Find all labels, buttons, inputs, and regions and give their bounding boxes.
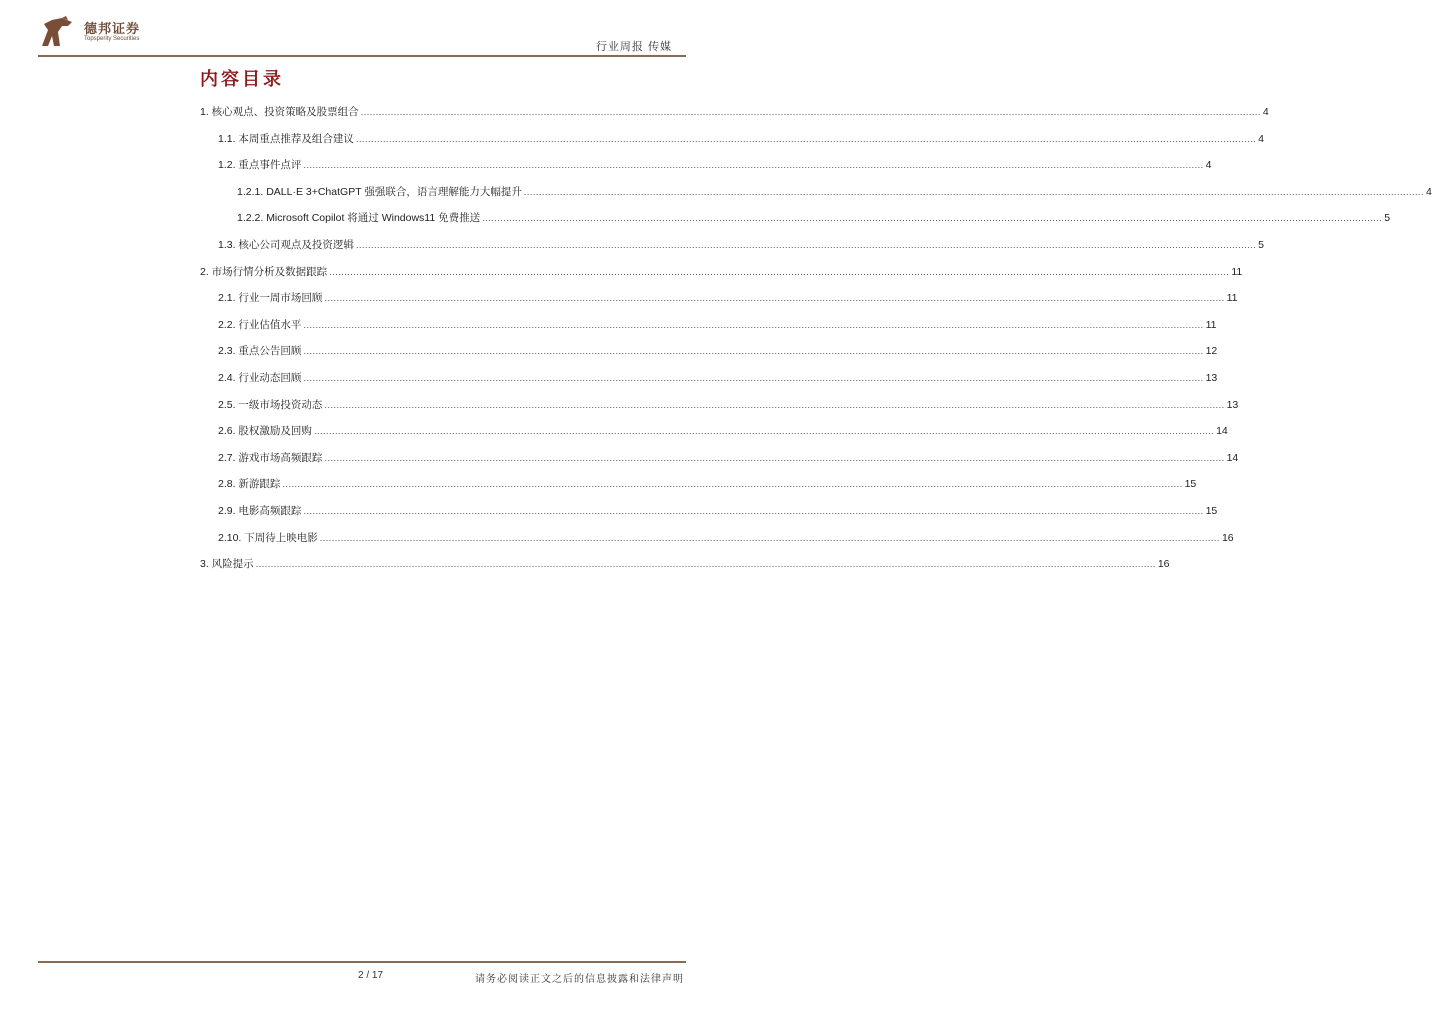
toc-dot-leader: ............................................................................................................................................................................................................................................................................................................ [324,293,1225,304]
toc-page-number: 4 [1426,185,1432,198]
toc-dot-leader: ............................................................................................................................................................................................................................................................................................................ [303,160,1204,171]
toc-entry-text: 2.5. 一级市场投资动态 [218,398,323,411]
toc-entry-text: 1.1. 本周重点推荐及组合建议 [218,132,354,145]
toc-page-number: 16 [1221,531,1234,544]
footer-divider [38,961,686,963]
toc-entry-text: 1.3. 核心公司观点及投资逻辑 [218,238,354,251]
header-divider [38,55,686,57]
toc-page-number: 5 [1258,238,1264,251]
legal-disclaimer: 请务必阅读正文之后的信息披露和法律声明 [475,974,684,985]
toc-entry-text: 1.2. 重点事件点评 [218,159,302,172]
toc-page-number: 13 [1226,398,1239,411]
toc-page-number: 14 [1216,425,1228,438]
toc-page-number: 5 [1384,212,1391,225]
toc-entry[interactable] [200,343,1218,370]
toc-entry[interactable] [200,210,1391,237]
toc-entry-text: 1.2.1. DALL·E 3+ChatGPT 强强联合，语言理解能力大幅提升 [237,185,522,198]
toc-entry[interactable] [200,530,1234,557]
toc-entry[interactable] [200,450,1239,477]
company-logo [38,14,218,54]
toc-entry-text: 2. 市场行情分析及数据跟踪 [200,265,328,278]
toc-entry-text: 1. 核心观点、投资策略及股票组合 [200,106,359,118]
table-of-contents [200,104,1432,583]
toc-dot-leader: ............................................................................................................................................................................................................................................................................................................ [329,266,1230,277]
toc-page-number: 13 [1205,371,1218,384]
toc-dot-leader: ............................................................................................................................................................................................................................................................................................................ [523,186,1424,197]
toc-entry[interactable] [200,104,1269,131]
toc-entry-text: 1.2.2. Microsoft Copilot 将通过 Windows11 免费推送 [237,212,481,225]
toc-dot-leader: ............................................................................................................................................................................................................................................................................................................ [355,239,1257,250]
toc-title: 内容目录 [200,69,284,89]
toc-entry-text: 2.4. 行业动态回顾 [218,371,302,384]
toc-page-number: 4 [1258,132,1264,145]
toc-entry-text: 2.3. 重点公告回顾 [218,345,302,358]
toc-entry-text: 2.8. 新游跟踪 [218,478,281,491]
toc-dot-leader: ............................................................................................................................................................................................................................................................................................................ [324,452,1225,463]
toc-page-number: 14 [1226,451,1239,464]
toc-dot-leader: ............................................................................................................................................................................................................................................................................................................ [255,559,1156,570]
toc-entry-text: 2.1. 行业一周市场回顾 [218,292,323,305]
toc-page-number: 11 [1205,318,1217,331]
toc-dot-leader: ............................................................................................................................................................................................................................................................................................................ [303,505,1204,516]
toc-entry[interactable] [200,264,1243,291]
toc-entry[interactable] [200,476,1197,503]
toc-entry-text: 2.6. 股权激励及回购 [218,425,312,438]
toc-dot-leader: ............................................................................................................................................................................................................................................................................................................ [303,319,1204,330]
toc-dot-leader: ............................................................................................................................................................................................................................................................................................................ [303,372,1204,383]
toc-page-number: 4 [1205,159,1212,172]
toc-page-number: 16 [1157,558,1170,571]
toc-entry[interactable] [200,157,1212,184]
toc-page-number: 4 [1262,106,1269,118]
toc-page-number: 15 [1184,478,1197,491]
toc-entry[interactable] [200,503,1218,530]
toc-entry[interactable] [200,397,1239,424]
toc-page-number: 11 [1226,292,1238,305]
toc-page-number: 12 [1205,345,1218,358]
toc-dot-leader: ............................................................................................................................................................................................................................................................................................................ [313,426,1215,437]
toc-page-number: 11 [1231,265,1243,278]
toc-entry[interactable] [200,317,1217,344]
toc-dot-leader: ............................................................................................................................................................................................................................................................................................................ [319,532,1220,543]
toc-entry-text: 2.9. 电影高频跟踪 [218,504,302,517]
horse-logo-icon [38,16,78,50]
toc-dot-leader: ............................................................................................................................................................................................................................................................................................................ [282,479,1183,490]
toc-entry[interactable] [200,370,1218,397]
toc-entry[interactable] [200,184,1432,211]
toc-dot-leader: ............................................................................................................................................................................................................................................................................................................ [324,399,1225,410]
toc-page-number: 15 [1205,504,1218,517]
toc-entry[interactable] [200,556,1170,583]
toc-entry-text: 2.7. 游戏市场高频跟踪 [218,451,323,464]
toc-entry[interactable] [200,423,1228,450]
toc-entry-text: 2.10. 下周待上映电影 [218,531,318,544]
toc-dot-leader: ............................................................................................................................................................................................................................................................................................................ [303,346,1204,357]
toc-dot-leader: ............................................................................................................................................................................................................................................................................................................ [360,107,1261,117]
toc-entry[interactable] [200,290,1238,317]
toc-entry[interactable] [200,237,1264,264]
toc-entry[interactable] [200,131,1264,158]
page-number: 2 / 17 [358,970,384,981]
logo-english-name: Topsperity Securities [84,36,140,42]
toc-dot-leader: ............................................................................................................................................................................................................................................................................................................ [482,213,1383,224]
toc-entry-text: 3. 风险提示 [200,558,254,571]
logo-chinese-name: 德邦证券 [84,21,141,36]
report-category: 行业周报 传媒 [595,41,672,53]
toc-dot-leader: ............................................................................................................................................................................................................................................................................................................ [355,133,1257,144]
toc-entry-text: 2.2. 行业估值水平 [218,318,302,331]
